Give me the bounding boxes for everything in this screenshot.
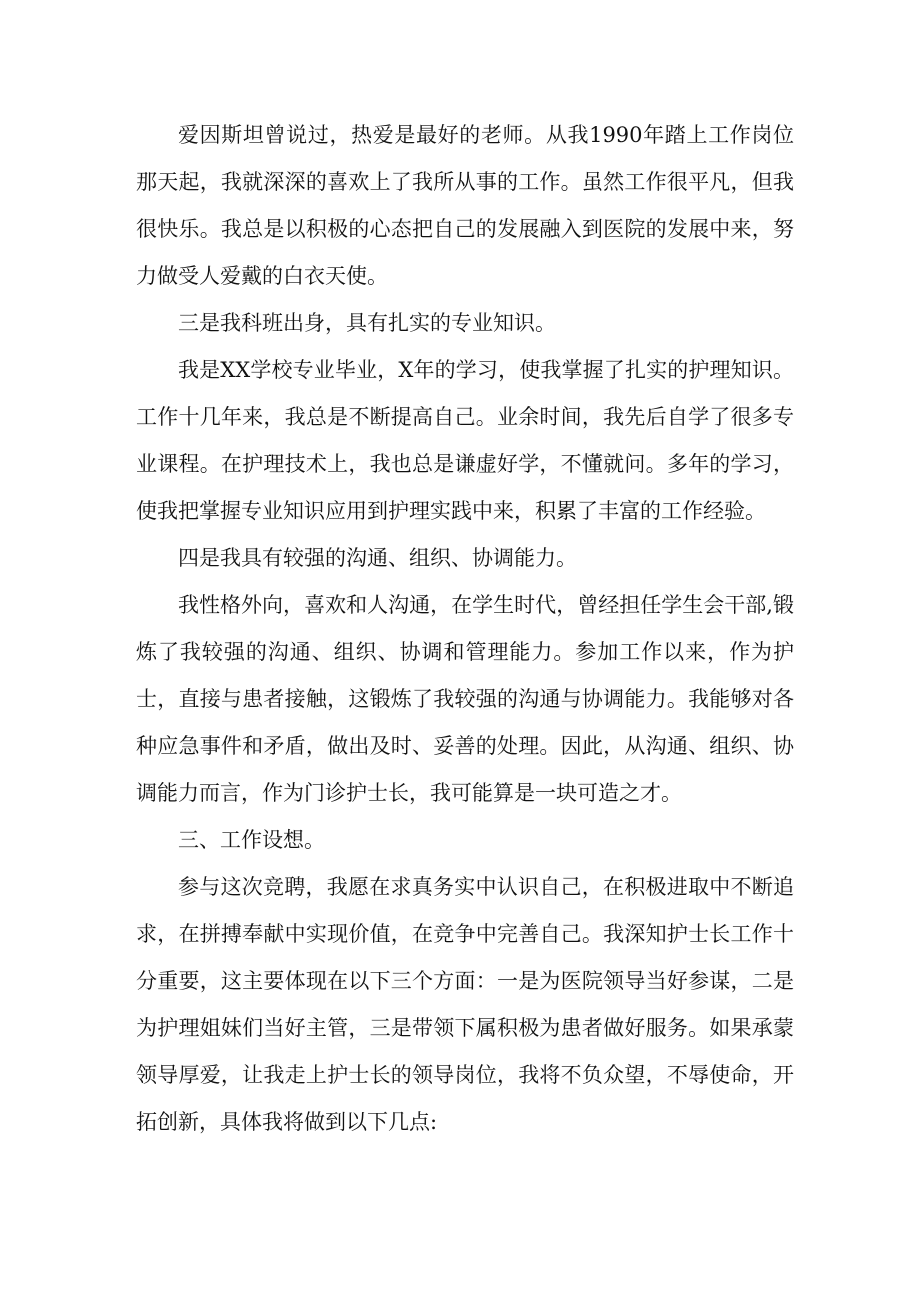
paragraph-education: 我是XX学校专业毕业，X年的学习，使我掌握了扎实的护理知识。工作十几年来，我总是不断提高自己。业余时间，我先后自学了很多专业课程。在护理技术上，我也总是谦虚好学，不懂就问。多年的学习，使我把掌握专业知识应用到护理实践中来，积累了丰富的工作经验。 [136, 358, 794, 523]
document-page [136, 112, 794, 1146]
paragraph-heading-work-plan: 三、工作设想。 [178, 828, 325, 852]
paragraph-personality: 我性格外向，喜欢和人沟通，在学生时代，曾经担任学生会干部,锻炼了我较强的沟通、组织、协调和管理能力。参加工作以来，作为护士，直接与患者接触，这锻炼了我较强的沟通与协调能力。我能够对各种应急事件和矛盾，做出及时、妥善的处理。因此，从沟通、组织、协调能力而言，作为门诊护士长，我可能算是一块可造之才。 [136, 593, 794, 805]
paragraph-heading-communication: 四是我具有较强的沟通、组织、协调能力。 [178, 546, 577, 570]
paragraph-competition: 参与这次竞聘，我愿在求真务实中认识自己，在积极进取中不断追求，在拼搏奉献中实现价值，在竞争中完善自己。我深知护士长工作十分重要，这主要体现在以下三个方面：一是为医院领导当好参谋，二是为护理姐妹们当好主管，三是带领下属积极为患者做好服务。如果承蒙领导厚爱，让我走上护士长的领导岗位，我将不负众望，不辱使命，开拓创新，具体我将做到以下几点: [136, 875, 794, 1134]
paragraph-passion: 爱因斯坦曾说过，热爱是最好的老师。从我1990年踏上工作岗位那天起，我就深深的喜欢上了我所从事的工作。虽然工作很平凡，但我很快乐。我总是以积极的心态把自己的发展融入到医院的发展中来，努力做受人爱戴的白衣天使。 [136, 123, 794, 288]
paragraph-heading-professional-knowledge: 三是我科班出身，具有扎实的专业知识。 [178, 311, 556, 335]
